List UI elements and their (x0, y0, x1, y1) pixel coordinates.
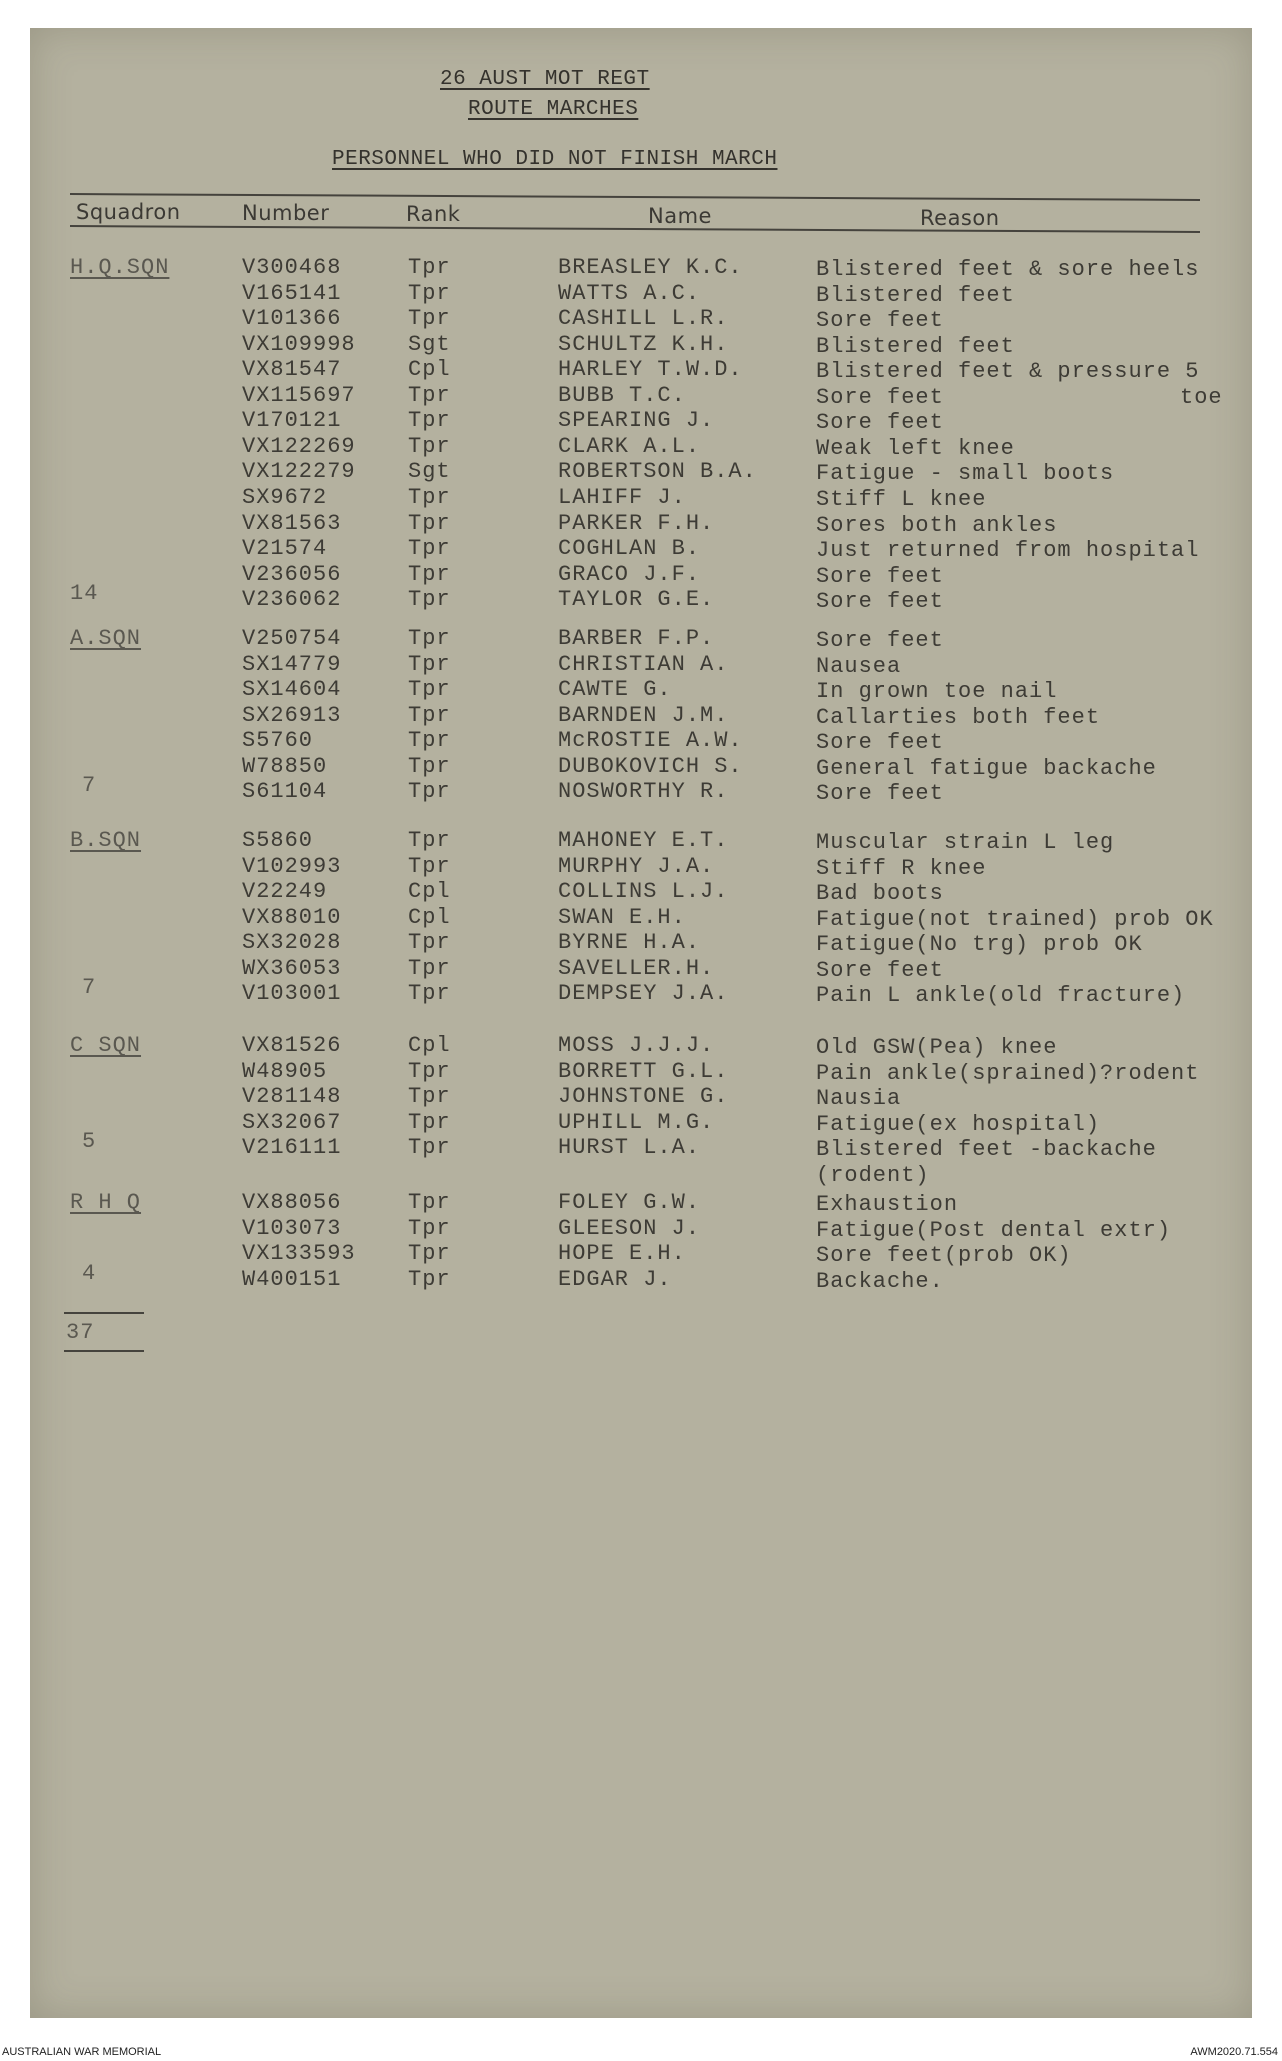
cell-number: S5760 (242, 728, 314, 754)
squadron-count: 14 (70, 580, 99, 606)
document-page (30, 28, 1252, 2018)
cell-number: SX9672 (242, 484, 328, 510)
cell-number: VX88010 (242, 904, 342, 930)
cell-reason: Sore feet (816, 628, 944, 653)
cell-number: S5860 (242, 828, 314, 853)
cell-number: SX26913 (242, 702, 342, 728)
title-line-1: 26 AUST MOT REGT (440, 68, 650, 91)
cell-rank: Tpr (408, 651, 451, 677)
cell-reason: Sore feet (816, 308, 944, 334)
cell-reason: Old GSW(Pea) knee (816, 1035, 1058, 1060)
cell-name: NOSWORTHY R. (558, 779, 729, 805)
cell-number: V21574 (242, 536, 328, 562)
cell-reason: Stiff L knee (816, 486, 987, 512)
cell-number: VX133593 (242, 1241, 356, 1267)
cell-reason: Pain ankle(sprained)?rodent (816, 1060, 1200, 1086)
total-top-rule (64, 1312, 144, 1314)
cell-rank: Tpr (408, 779, 451, 805)
cell-reason: Sore feet (816, 589, 944, 615)
cell-rank: Cpl (408, 904, 451, 930)
cell-name: BUBB T.C. (558, 382, 686, 408)
cell-rank: Cpl (408, 1033, 451, 1058)
cell-rank: Sgt (408, 459, 451, 485)
cell-name: BREASLEY K.C. (558, 255, 743, 280)
cell-name: SWAN E.H. (558, 904, 686, 930)
squadron-count: 5 (82, 1129, 97, 1154)
cell-reason: General fatigue backache (816, 755, 1157, 781)
cell-reason: Sores both ankles (816, 512, 1058, 538)
cell-rank: Tpr (408, 510, 451, 536)
cell-rank: Tpr (408, 728, 451, 754)
cell-name: ROBERTSON B.A. (558, 459, 757, 485)
cell-number: VX81547 (242, 357, 342, 383)
cell-reason: Blistered feet (816, 282, 1015, 308)
cell-name: SAVELLER.H. (558, 955, 715, 981)
cell-rank: Tpr (408, 433, 451, 459)
cell-name: DEMPSEY J.A. (558, 981, 729, 1007)
cell-name: CHRISTIAN A. (558, 651, 729, 677)
cell-rank: Tpr (408, 753, 451, 779)
cell-rank: Tpr (408, 626, 451, 651)
cell-rank: Tpr (408, 853, 451, 879)
cell-number: V236056 (242, 561, 342, 587)
squadron-label: A.SQN (70, 626, 142, 651)
cell-rank: Tpr (408, 484, 451, 510)
cell-rank: Tpr (408, 1241, 451, 1267)
cell-number: V300468 (242, 255, 342, 280)
cell-number: V216111 (242, 1135, 342, 1161)
cell-reason: Sore feet (816, 957, 944, 983)
cell-reason: Weak left knee (816, 435, 1015, 461)
cell-rank: Sgt (408, 331, 451, 357)
cell-rank: Tpr (408, 408, 451, 434)
cell-number: V101366 (242, 306, 342, 332)
squadron-count: 7 (82, 773, 97, 798)
cell-number: W400151 (242, 1266, 342, 1292)
cell-name: TAYLOR G.E. (558, 587, 715, 613)
total-count: 37 (66, 1320, 95, 1345)
squadron-label: C SQN (70, 1033, 142, 1058)
cell-reason: Stiff R knee (816, 855, 987, 881)
cell-rank: Tpr (408, 955, 451, 981)
cell-number: VX109998 (242, 331, 356, 357)
cell-reason: Sore feet (816, 781, 944, 807)
cell-reason: Exhaustion (816, 1192, 959, 1217)
cell-reason: Sore feet (816, 730, 944, 756)
cell-reason: Sore feet (816, 384, 944, 410)
cell-reason: Pain L ankle(old fracture) (816, 983, 1186, 1009)
cell-name: McROSTIE A.W. (558, 728, 743, 754)
cell-number: V250754 (242, 626, 342, 651)
cell-number: W48905 (242, 1058, 328, 1084)
cell-name: GRACO J.F. (558, 561, 701, 587)
cell-rank: Tpr (408, 1215, 451, 1241)
cell-reason-continuation: (rodent) (816, 1162, 930, 1188)
cell-name: UPHILL M.G. (558, 1109, 715, 1135)
cell-reason: Blistered feet -backache (816, 1137, 1157, 1163)
cell-rank: Tpr (408, 1190, 451, 1215)
cell-rank: Tpr (408, 561, 451, 587)
column-header-rank: Rank (406, 202, 461, 226)
cell-reason-continuation: toe (1180, 384, 1223, 410)
cell-rank: Tpr (408, 930, 451, 956)
cell-rank: Cpl (408, 879, 451, 905)
cell-name: MURPHY J.A. (558, 853, 715, 879)
header-top-rule (70, 193, 1200, 201)
cell-reason: Fatigue(Post dental extr) (816, 1217, 1172, 1243)
cell-number: VX122269 (242, 433, 356, 459)
cell-name: COGHLAN B. (558, 536, 701, 562)
cell-rank: Cpl (408, 357, 451, 383)
cell-number: SX32028 (242, 930, 342, 956)
cell-number: SX14604 (242, 677, 342, 703)
cell-name: BARNDEN J.M. (558, 702, 729, 728)
cell-rank: Tpr (408, 536, 451, 562)
cell-rank: Tpr (408, 828, 451, 853)
cell-name: PARKER F.H. (558, 510, 715, 536)
cell-name: MOSS J.J.J. (558, 1033, 715, 1058)
cell-number: SX14779 (242, 651, 342, 677)
cell-name: COLLINS L.J. (558, 879, 729, 905)
cell-rank: Tpr (408, 587, 451, 613)
cell-name: BYRNE H.A. (558, 930, 701, 956)
cell-reason: Fatigue(not trained) prob OK (816, 906, 1214, 932)
cell-rank: Tpr (408, 306, 451, 332)
header-bottom-rule (70, 225, 1200, 233)
cell-reason: Backache. (816, 1268, 944, 1294)
cell-reason: Just returned from hospital (816, 538, 1200, 564)
cell-number: S61104 (242, 779, 328, 805)
squadron-count: 4 (82, 1260, 97, 1286)
cell-reason: Blistered feet & pressure 5 (816, 359, 1200, 385)
cell-number: VX115697 (242, 382, 356, 408)
cell-name: HARLEY T.W.D. (558, 357, 743, 383)
cell-reason: Fatigue(ex hospital) (816, 1111, 1101, 1137)
cell-number: WX36053 (242, 955, 342, 981)
cell-number: V165141 (242, 280, 342, 306)
cell-name: JOHNSTONE G. (558, 1084, 729, 1110)
cell-reason: Sore feet(prob OK) (816, 1243, 1072, 1269)
cell-rank: Tpr (408, 1058, 451, 1084)
total-bottom-rule (64, 1350, 144, 1352)
squadron-count: 7 (82, 975, 97, 1000)
cell-reason: Blistered feet & sore heels (816, 257, 1200, 282)
cell-reason: Sore feet (816, 563, 944, 589)
cell-rank: Tpr (408, 1109, 451, 1135)
cell-rank: Tpr (408, 981, 451, 1007)
cell-name: BORRETT G.L. (558, 1058, 729, 1084)
cell-reason: Nausia (816, 1086, 902, 1112)
cell-name: DUBOKOVICH S. (558, 753, 743, 779)
cell-reason: Callarties both feet (816, 704, 1101, 730)
cell-number: V170121 (242, 408, 342, 434)
cell-name: CLARK A.L. (558, 433, 701, 459)
cell-reason: Fatigue(No trg) prob OK (816, 932, 1143, 958)
cell-name: EDGAR J. (558, 1266, 672, 1292)
squadron-label: H.Q.SQN (70, 255, 170, 280)
footer-institution: AUSTRALIAN WAR MEMORIAL (2, 2046, 162, 2058)
subtitle: PERSONNEL WHO DID NOT FINISH MARCH (332, 148, 778, 171)
cell-rank: Tpr (408, 1266, 451, 1292)
cell-name: CASHILL L.R. (558, 306, 729, 332)
cell-number: VX88056 (242, 1190, 342, 1215)
column-header-reason: Reason (920, 206, 1000, 230)
cell-reason: In grown toe nail (816, 679, 1058, 705)
cell-name: HOPE E.H. (558, 1241, 686, 1267)
cell-rank: Tpr (408, 382, 451, 408)
cell-number: V103073 (242, 1215, 342, 1241)
cell-number: V236062 (242, 587, 342, 613)
cell-name: WATTS A.C. (558, 280, 701, 306)
cell-rank: Tpr (408, 702, 451, 728)
cell-rank: Tpr (408, 280, 451, 306)
cell-number: VX81563 (242, 510, 342, 536)
squadron-label: B.SQN (70, 828, 142, 853)
cell-number: VX81526 (242, 1033, 342, 1058)
cell-number: V102993 (242, 853, 342, 879)
cell-number: SX32067 (242, 1109, 342, 1135)
column-header-number: Number (242, 201, 330, 225)
cell-reason: Muscular strain L leg (816, 830, 1115, 855)
cell-reason: Bad boots (816, 881, 944, 907)
cell-rank: Tpr (408, 255, 451, 280)
cell-reason: Sore feet (816, 410, 944, 436)
cell-reason: Nausea (816, 653, 902, 679)
cell-number: V281148 (242, 1084, 342, 1110)
cell-name: SPEARING J. (558, 408, 715, 434)
cell-rank: Tpr (408, 1084, 451, 1110)
cell-name: FOLEY G.W. (558, 1190, 701, 1215)
cell-name: LAHIFF J. (558, 484, 686, 510)
cell-name: GLEESON J. (558, 1215, 701, 1241)
cell-number: W78850 (242, 753, 328, 779)
cell-name: BARBER F.P. (558, 626, 715, 651)
cell-name: CAWTE G. (558, 677, 672, 703)
column-header-name: Name (648, 204, 712, 228)
cell-reason: Blistered feet (816, 333, 1015, 359)
cell-number: V103001 (242, 981, 342, 1007)
cell-name: MAHONEY E.T. (558, 828, 729, 853)
cell-name: SCHULTZ K.H. (558, 331, 729, 357)
footer-accession-number: AWM2020.71.554 (1190, 2046, 1278, 2058)
title-line-2: ROUTE MARCHES (468, 98, 639, 121)
cell-name: HURST L.A. (558, 1135, 701, 1161)
column-header-squadron: Squadron (76, 200, 181, 224)
cell-reason: Fatigue - small boots (816, 461, 1115, 487)
cell-number: V22249 (242, 879, 328, 905)
squadron-label: R H Q (70, 1190, 142, 1215)
cell-rank: Tpr (408, 1135, 451, 1161)
cell-rank: Tpr (408, 677, 451, 703)
cell-number: VX122279 (242, 459, 356, 485)
